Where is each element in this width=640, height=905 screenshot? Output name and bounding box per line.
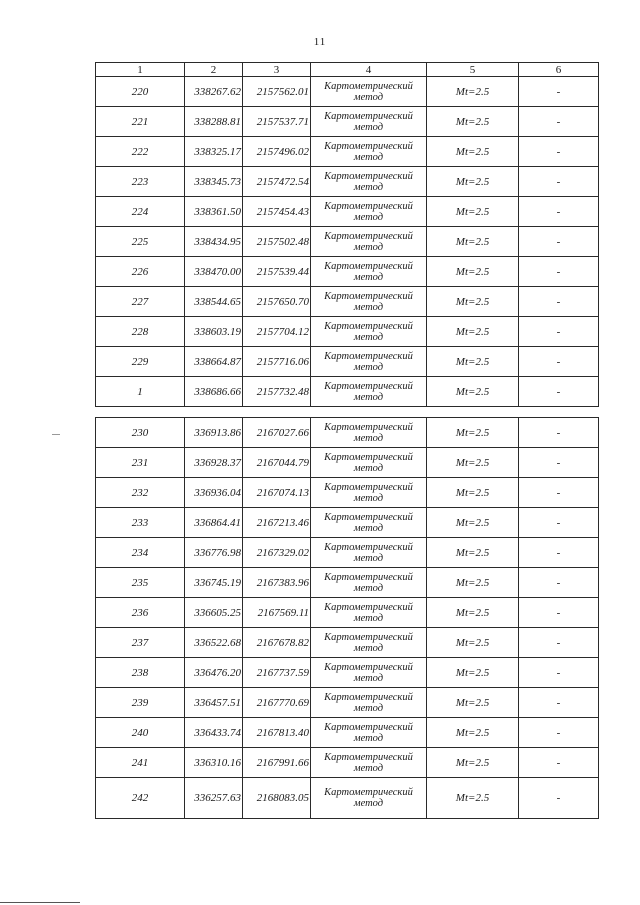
header-cell-6: 6 xyxy=(519,63,599,77)
note-cell: - xyxy=(519,418,599,448)
note-cell: - xyxy=(519,478,599,508)
point-number-cell: 242 xyxy=(96,778,185,819)
table-row xyxy=(96,257,599,287)
method-line-2: метод xyxy=(353,612,384,624)
x-coordinate-cell: 336776.98 xyxy=(185,538,243,568)
header-cell-3: 3 xyxy=(243,63,311,77)
x-coordinate-cell: 336522.68 xyxy=(185,628,243,658)
table-row xyxy=(96,478,599,508)
accuracy-cell: Mt=2.5 xyxy=(427,688,519,718)
method-line-1: Картометрический xyxy=(324,451,413,463)
x-coordinate-cell: 338434.95 xyxy=(185,227,243,257)
accuracy-cell: Mt=2.5 xyxy=(427,628,519,658)
table-row xyxy=(96,287,599,317)
method-line-1: Картометрический xyxy=(324,230,413,242)
table-row xyxy=(96,658,599,688)
separator-cell xyxy=(243,407,311,418)
note-cell: - xyxy=(519,538,599,568)
accuracy-cell: Mt=2.5 xyxy=(427,598,519,628)
note-cell: - xyxy=(519,568,599,598)
method-line-2: метод xyxy=(353,331,384,343)
x-coordinate-cell: 336476.20 xyxy=(185,658,243,688)
note-cell: - xyxy=(519,347,599,377)
x-coordinate-cell: 338544.65 xyxy=(185,287,243,317)
table-row xyxy=(96,688,599,718)
method-line-1: Картометрический xyxy=(324,787,413,798)
point-number-cell: 238 xyxy=(96,658,185,688)
method-cell xyxy=(311,628,427,658)
point-number-cell: 223 xyxy=(96,167,185,197)
table-row xyxy=(96,107,599,137)
x-coordinate-cell: 336257.63 xyxy=(185,778,243,819)
method-line-1: Картометрический xyxy=(324,320,413,332)
header-cell-5: 5 xyxy=(427,63,519,77)
y-coordinate-cell: 2157650.70 xyxy=(243,287,311,317)
table-row xyxy=(96,137,599,167)
x-coordinate-cell: 338288.81 xyxy=(185,107,243,137)
point-number-cell: 233 xyxy=(96,508,185,538)
method-cell xyxy=(311,347,427,377)
note-cell: - xyxy=(519,197,599,227)
table-row xyxy=(96,538,599,568)
table-row xyxy=(96,748,599,778)
method-cell xyxy=(311,167,427,197)
x-coordinate-cell: 336457.51 xyxy=(185,688,243,718)
accuracy-cell: Mt=2.5 xyxy=(427,748,519,778)
method-line-1: Картометрический xyxy=(324,511,413,523)
x-coordinate-cell: 336433.74 xyxy=(185,718,243,748)
accuracy-cell: Mt=2.5 xyxy=(427,778,519,819)
y-coordinate-cell: 2167991.66 xyxy=(243,748,311,778)
y-coordinate-cell: 2167737.59 xyxy=(243,658,311,688)
y-coordinate-cell: 2167329.02 xyxy=(243,538,311,568)
point-number-cell: 234 xyxy=(96,538,185,568)
table-body xyxy=(96,77,599,819)
note-cell: - xyxy=(519,508,599,538)
separator-cell xyxy=(185,407,243,418)
method-cell xyxy=(311,568,427,598)
method-cell xyxy=(311,377,427,407)
method-line-1: Картометрический xyxy=(324,691,413,703)
method-line-1: Картометрический xyxy=(324,80,413,92)
method-cell xyxy=(311,287,427,317)
y-coordinate-cell: 2167027.66 xyxy=(243,418,311,448)
table-row xyxy=(96,317,599,347)
method-line-2: метод xyxy=(353,151,384,163)
note-cell: - xyxy=(519,137,599,167)
point-number-cell: 228 xyxy=(96,317,185,347)
note-cell: - xyxy=(519,287,599,317)
method-line-2: метод xyxy=(353,732,384,744)
y-coordinate-cell: 2167569.11 xyxy=(243,598,311,628)
coordinates-table xyxy=(95,62,599,819)
point-number-cell: 220 xyxy=(96,77,185,107)
method-line-1: Картометрический xyxy=(324,110,413,122)
note-cell: - xyxy=(519,718,599,748)
point-number-cell: 232 xyxy=(96,478,185,508)
accuracy-cell: Mt=2.5 xyxy=(427,227,519,257)
margin-mark xyxy=(52,434,60,435)
accuracy-cell: Mt=2.5 xyxy=(427,538,519,568)
header-cell-1: 1 xyxy=(96,63,185,77)
method-line-1: Картометрический xyxy=(324,751,413,763)
separator-cell xyxy=(96,407,185,418)
table-row xyxy=(96,347,599,377)
y-coordinate-cell: 2167678.82 xyxy=(243,628,311,658)
accuracy-cell: Mt=2.5 xyxy=(427,448,519,478)
method-line-2: метод xyxy=(353,702,384,714)
method-line-2: метод xyxy=(353,798,384,809)
y-coordinate-cell: 2167074.13 xyxy=(243,478,311,508)
point-number-cell: 240 xyxy=(96,718,185,748)
method-line-1: Картометрический xyxy=(324,661,413,673)
method-line-2: метод xyxy=(353,582,384,594)
point-number-cell: 241 xyxy=(96,748,185,778)
method-line-1: Картометрический xyxy=(324,571,413,583)
method-cell xyxy=(311,317,427,347)
note-cell: - xyxy=(519,227,599,257)
method-cell xyxy=(311,107,427,137)
note-cell: - xyxy=(519,658,599,688)
method-line-2: метод xyxy=(353,492,384,504)
header-cell-4: 4 xyxy=(311,63,427,77)
x-coordinate-cell: 336605.25 xyxy=(185,598,243,628)
method-line-2: метод xyxy=(353,391,384,403)
point-number-cell: 226 xyxy=(96,257,185,287)
method-line-2: метод xyxy=(353,672,384,684)
accuracy-cell: Mt=2.5 xyxy=(427,287,519,317)
method-line-1: Картометрический xyxy=(324,421,413,433)
point-number-cell: 229 xyxy=(96,347,185,377)
separator-cell xyxy=(519,407,599,418)
table-row xyxy=(96,628,599,658)
accuracy-cell: Mt=2.5 xyxy=(427,197,519,227)
table-row xyxy=(96,377,599,407)
method-line-1: Картометрический xyxy=(324,721,413,733)
method-line-2: метод xyxy=(353,211,384,223)
accuracy-cell: Mt=2.5 xyxy=(427,658,519,688)
x-coordinate-cell: 338686.66 xyxy=(185,377,243,407)
point-number-cell: 231 xyxy=(96,448,185,478)
y-coordinate-cell: 2157472.54 xyxy=(243,167,311,197)
y-coordinate-cell: 2167383.96 xyxy=(243,568,311,598)
method-line-2: метод xyxy=(353,762,384,774)
method-line-2: метод xyxy=(353,241,384,253)
x-coordinate-cell: 338664.87 xyxy=(185,347,243,377)
y-coordinate-cell: 2168083.05 xyxy=(243,778,311,819)
method-line-2: метод xyxy=(353,361,384,373)
y-coordinate-cell: 2157562.01 xyxy=(243,77,311,107)
method-line-2: метод xyxy=(353,91,384,103)
note-cell: - xyxy=(519,628,599,658)
method-cell xyxy=(311,418,427,448)
table-row xyxy=(96,508,599,538)
separator-cell xyxy=(427,407,519,418)
x-coordinate-cell: 336310.16 xyxy=(185,748,243,778)
method-cell xyxy=(311,688,427,718)
x-coordinate-cell: 336864.41 xyxy=(185,508,243,538)
method-cell xyxy=(311,77,427,107)
x-coordinate-cell: 338345.73 xyxy=(185,167,243,197)
method-line-1: Картометрический xyxy=(324,601,413,613)
method-line-2: метод xyxy=(353,462,384,474)
method-line-2: метод xyxy=(353,121,384,133)
y-coordinate-cell: 2157539.44 xyxy=(243,257,311,287)
method-cell xyxy=(311,257,427,287)
point-number-cell: 235 xyxy=(96,568,185,598)
accuracy-cell: Mt=2.5 xyxy=(427,317,519,347)
separator-cell xyxy=(311,407,427,418)
method-cell xyxy=(311,658,427,688)
method-line-1: Картометрический xyxy=(324,260,413,272)
accuracy-cell: Mt=2.5 xyxy=(427,167,519,197)
x-coordinate-cell: 336913.86 xyxy=(185,418,243,448)
y-coordinate-cell: 2167044.79 xyxy=(243,448,311,478)
method-line-2: метод xyxy=(353,552,384,564)
accuracy-cell: Mt=2.5 xyxy=(427,137,519,167)
y-coordinate-cell: 2167770.69 xyxy=(243,688,311,718)
method-line-1: Картометрический xyxy=(324,140,413,152)
table-row xyxy=(96,778,599,819)
y-coordinate-cell: 2157716.06 xyxy=(243,347,311,377)
method-line-1: Картометрический xyxy=(324,170,413,182)
method-line-2: метод xyxy=(353,522,384,534)
method-line-2: метод xyxy=(353,271,384,283)
y-coordinate-cell: 2167813.40 xyxy=(243,718,311,748)
separator-row xyxy=(96,407,599,418)
note-cell: - xyxy=(519,598,599,628)
point-number-cell: 239 xyxy=(96,688,185,718)
point-number-cell: 230 xyxy=(96,418,185,448)
method-line-2: метод xyxy=(353,181,384,193)
x-coordinate-cell: 336936.04 xyxy=(185,478,243,508)
method-line-1: Картометрический xyxy=(324,290,413,302)
method-cell xyxy=(311,137,427,167)
accuracy-cell: Mt=2.5 xyxy=(427,718,519,748)
header-row xyxy=(96,63,599,77)
method-line-1: Картометрический xyxy=(324,350,413,362)
table-row xyxy=(96,418,599,448)
accuracy-cell: Mt=2.5 xyxy=(427,107,519,137)
table-row xyxy=(96,718,599,748)
table-row xyxy=(96,448,599,478)
method-cell xyxy=(311,598,427,628)
header-cell-2: 2 xyxy=(185,63,243,77)
note-cell: - xyxy=(519,257,599,287)
point-number-cell: 227 xyxy=(96,287,185,317)
method-cell xyxy=(311,448,427,478)
method-line-2: метод xyxy=(353,301,384,313)
method-cell xyxy=(311,718,427,748)
method-line-1: Картометрический xyxy=(324,541,413,553)
accuracy-cell: Mt=2.5 xyxy=(427,478,519,508)
x-coordinate-cell: 338361.50 xyxy=(185,197,243,227)
note-cell: - xyxy=(519,748,599,778)
method-cell xyxy=(311,227,427,257)
method-line-1: Картометрический xyxy=(324,481,413,493)
method-line-2: метод xyxy=(353,642,384,654)
accuracy-cell: Mt=2.5 xyxy=(427,347,519,377)
table-row xyxy=(96,77,599,107)
note-cell: - xyxy=(519,688,599,718)
method-cell xyxy=(311,538,427,568)
table-row xyxy=(96,227,599,257)
point-number-cell: 237 xyxy=(96,628,185,658)
table-row xyxy=(96,568,599,598)
y-coordinate-cell: 2167213.46 xyxy=(243,508,311,538)
method-cell xyxy=(311,778,427,819)
accuracy-cell: Mt=2.5 xyxy=(427,77,519,107)
table-row xyxy=(96,598,599,628)
x-coordinate-cell: 336928.37 xyxy=(185,448,243,478)
y-coordinate-cell: 2157732.48 xyxy=(243,377,311,407)
y-coordinate-cell: 2157496.02 xyxy=(243,137,311,167)
note-cell: - xyxy=(519,778,599,819)
point-number-cell: 222 xyxy=(96,137,185,167)
accuracy-cell: Mt=2.5 xyxy=(427,418,519,448)
accuracy-cell: Mt=2.5 xyxy=(427,508,519,538)
method-line-1: Картометрический xyxy=(324,200,413,212)
y-coordinate-cell: 2157537.71 xyxy=(243,107,311,137)
x-coordinate-cell: 336745.19 xyxy=(185,568,243,598)
method-line-1: Картометрический xyxy=(324,631,413,643)
table-row xyxy=(96,197,599,227)
method-line-1: Картометрический xyxy=(324,380,413,392)
x-coordinate-cell: 338325.17 xyxy=(185,137,243,167)
point-number-cell: 224 xyxy=(96,197,185,227)
method-cell xyxy=(311,508,427,538)
point-number-cell: 1 xyxy=(96,377,185,407)
note-cell: - xyxy=(519,167,599,197)
point-number-cell: 236 xyxy=(96,598,185,628)
y-coordinate-cell: 2157704.12 xyxy=(243,317,311,347)
y-coordinate-cell: 2157454.43 xyxy=(243,197,311,227)
method-cell xyxy=(311,478,427,508)
table-row xyxy=(96,167,599,197)
accuracy-cell: Mt=2.5 xyxy=(427,568,519,598)
x-coordinate-cell: 338470.00 xyxy=(185,257,243,287)
note-cell: - xyxy=(519,377,599,407)
note-cell: - xyxy=(519,107,599,137)
accuracy-cell: Mt=2.5 xyxy=(427,377,519,407)
point-number-cell: 221 xyxy=(96,107,185,137)
point-number-cell: 225 xyxy=(96,227,185,257)
x-coordinate-cell: 338267.62 xyxy=(185,77,243,107)
method-cell xyxy=(311,748,427,778)
method-cell xyxy=(311,197,427,227)
x-coordinate-cell: 338603.19 xyxy=(185,317,243,347)
accuracy-cell: Mt=2.5 xyxy=(427,257,519,287)
method-line-2: метод xyxy=(353,432,384,444)
page-number: 11 xyxy=(313,36,327,48)
note-cell: - xyxy=(519,317,599,347)
note-cell: - xyxy=(519,448,599,478)
footnote-line xyxy=(0,902,80,903)
y-coordinate-cell: 2157502.48 xyxy=(243,227,311,257)
note-cell: - xyxy=(519,77,599,107)
